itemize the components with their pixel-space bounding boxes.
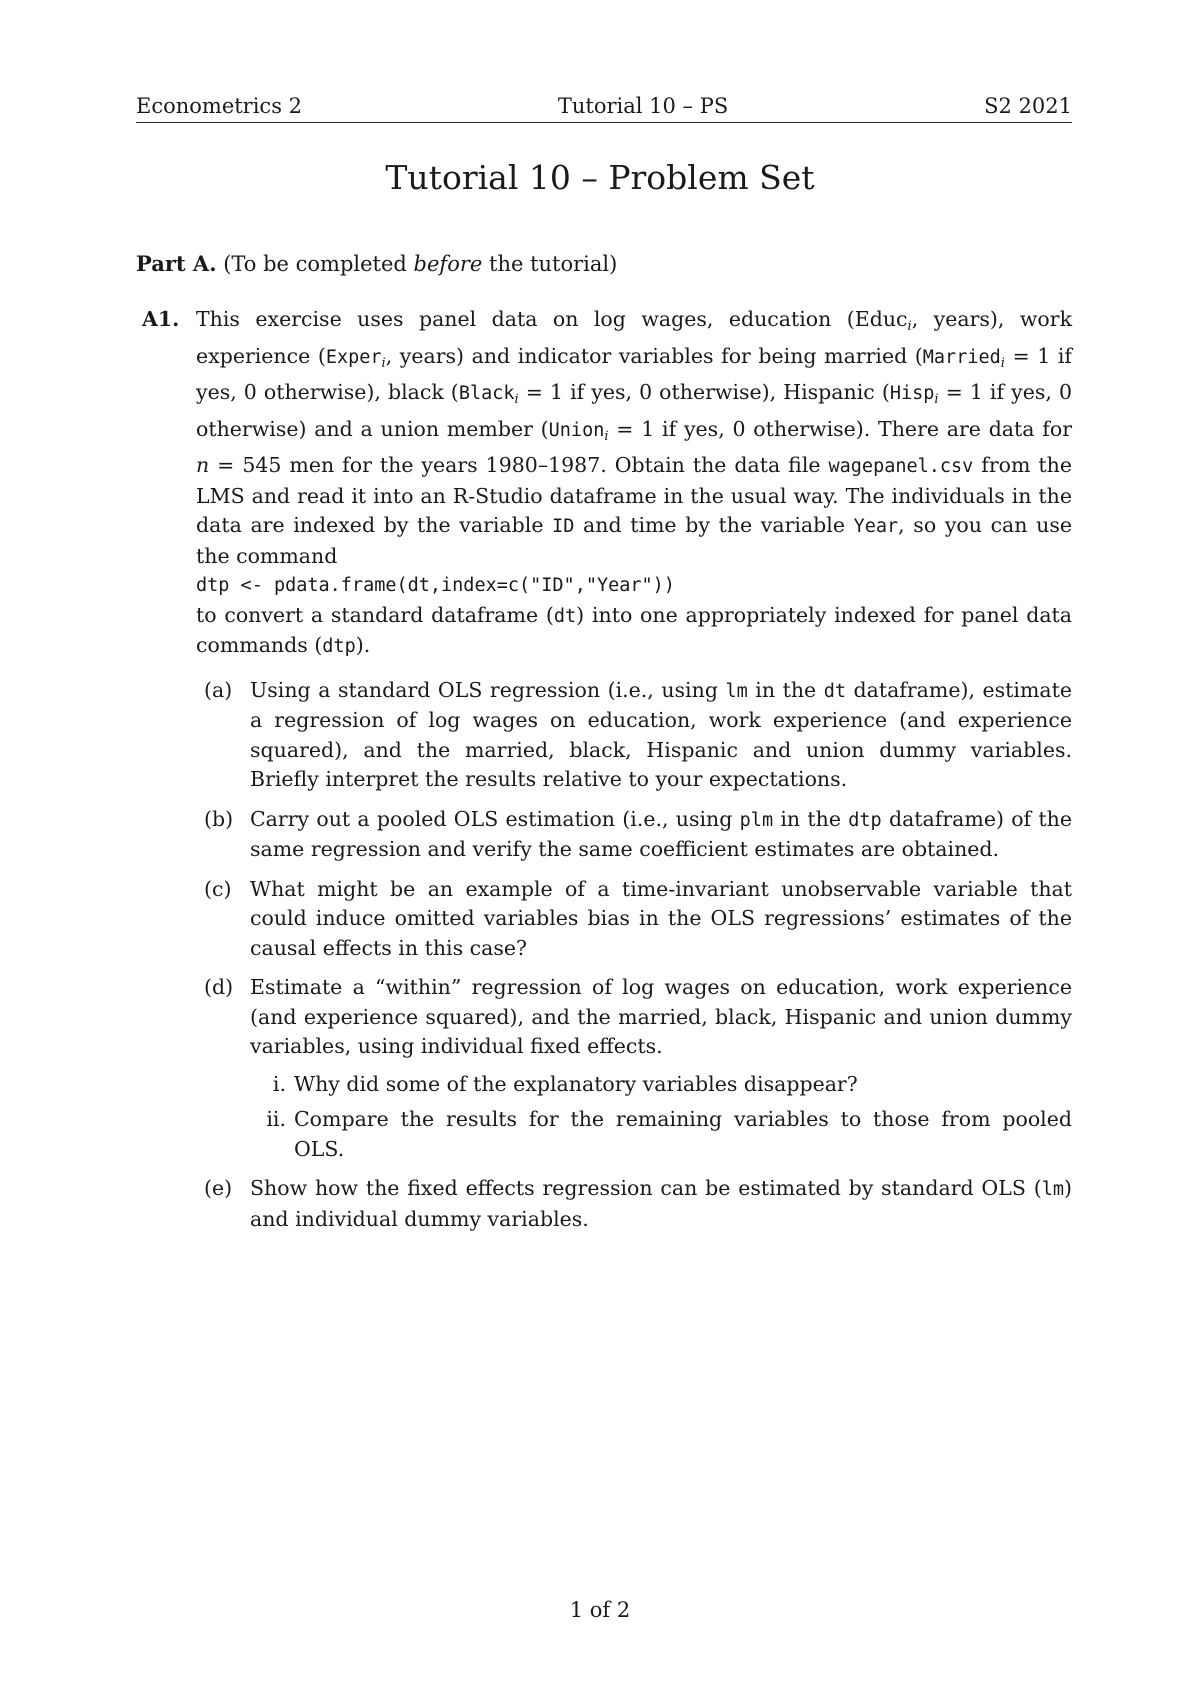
- question-c: [196, 875, 1072, 964]
- subquestion-label: ii.: [266, 1107, 286, 1131]
- part-note-close: the tutorial): [489, 252, 618, 276]
- subquestion-ii: [250, 1105, 1072, 1164]
- question-label: (e): [204, 1176, 233, 1200]
- question-label: (d): [204, 975, 234, 999]
- code-command: dtp <- pdata.frame(dt,index=c("ID","Year")): [196, 575, 675, 596]
- question-a: (a) Using a standard OLS regression (i.e., using lm in the dt dataframe), estimate a regression of log wages on education, work experience (and experience squared), and the married, black, Hispanic and union dummy variables. Briefly interpret the results relative to your expectations.: [204, 677, 1072, 791]
- problem-intro: This exercise uses panel data on log wages, education (Educ$_i$, years), work experience (Exper$_i$, years) and indicator variables for being married (Married$_i$ = 1 if yes, 0 otherwise), black (Black$_i$ = 1 if yes, 0 otherwise), Hispanic (Hisp$_i$ = 1 if yes, 0 otherwise) and a union member (Union$_i$ = 1 if yes, 0 otherwise). There are data for n = 545 men for the years 1980–1987. Obtain the data file wagepanel.csv from the LMS and read it into an R-Studio dataframe in the usual way. The individuals in the data are indexed by the variable ID and time by the variable Year, so you can use the command: [196, 307, 1073, 568]
- question-text: What might be an example of a time-invariant unobservable variable that could induce omitted variables bias in the OLS regressions’ estimates of the causal effects in this case?: [250, 876, 1072, 960]
- question-label: (a): [204, 677, 233, 702]
- question-list: [196, 676, 1072, 1235]
- header-semester: S2 2021: [984, 94, 1072, 118]
- header-course: Econometrics 2: [136, 94, 303, 118]
- part-label: Part A.: [136, 251, 217, 276]
- question-text: Estimate a “within” regression of log wages on education, work experience (and experience squared), and the married, black, Hispanic and union dummy variables, using individual fixed effects.: [250, 975, 1072, 1058]
- code-explanation: to convert a standard dataframe (dt) into one appropriately indexed for panel data commands (dtp).: [196, 602, 1073, 657]
- header-tutorial: Tutorial 10 – PS: [557, 94, 729, 118]
- subquestion-i: [250, 1070, 1072, 1100]
- question-d: [196, 973, 1072, 1164]
- subquestion-label: i.: [272, 1071, 286, 1096]
- question-label: (c): [204, 876, 232, 901]
- page-title: Tutorial 10 – Problem Set: [385, 158, 815, 197]
- part-note-open: (To be completed: [223, 252, 407, 276]
- page-number: 1 of 2: [569, 1598, 631, 1622]
- running-header: [136, 88, 1072, 123]
- problem-a1: [136, 305, 1072, 1244]
- subquestion-text: Compare the results for the remaining variables to those from pooled OLS.: [294, 1107, 1072, 1161]
- problem-body: [196, 305, 1072, 1234]
- problem-label: A1.: [142, 307, 180, 331]
- subquestion-text: Why did some of the explanatory variables disappear?: [294, 1071, 858, 1096]
- question-e: (e) Show how the fixed effects regression can be estimated by standard OLS (lm) and individual dummy variables.: [204, 1176, 1072, 1231]
- question-b: (b) Carry out a pooled OLS estimation (i.e., using plm in the dtp dataframe) of the same regression and verify the same coefficient estimates are obtained.: [204, 806, 1072, 861]
- question-label: (b): [204, 806, 234, 831]
- part-heading: [136, 251, 617, 276]
- subquestion-list: [250, 1070, 1072, 1165]
- part-note-emphasis: before: [413, 252, 483, 276]
